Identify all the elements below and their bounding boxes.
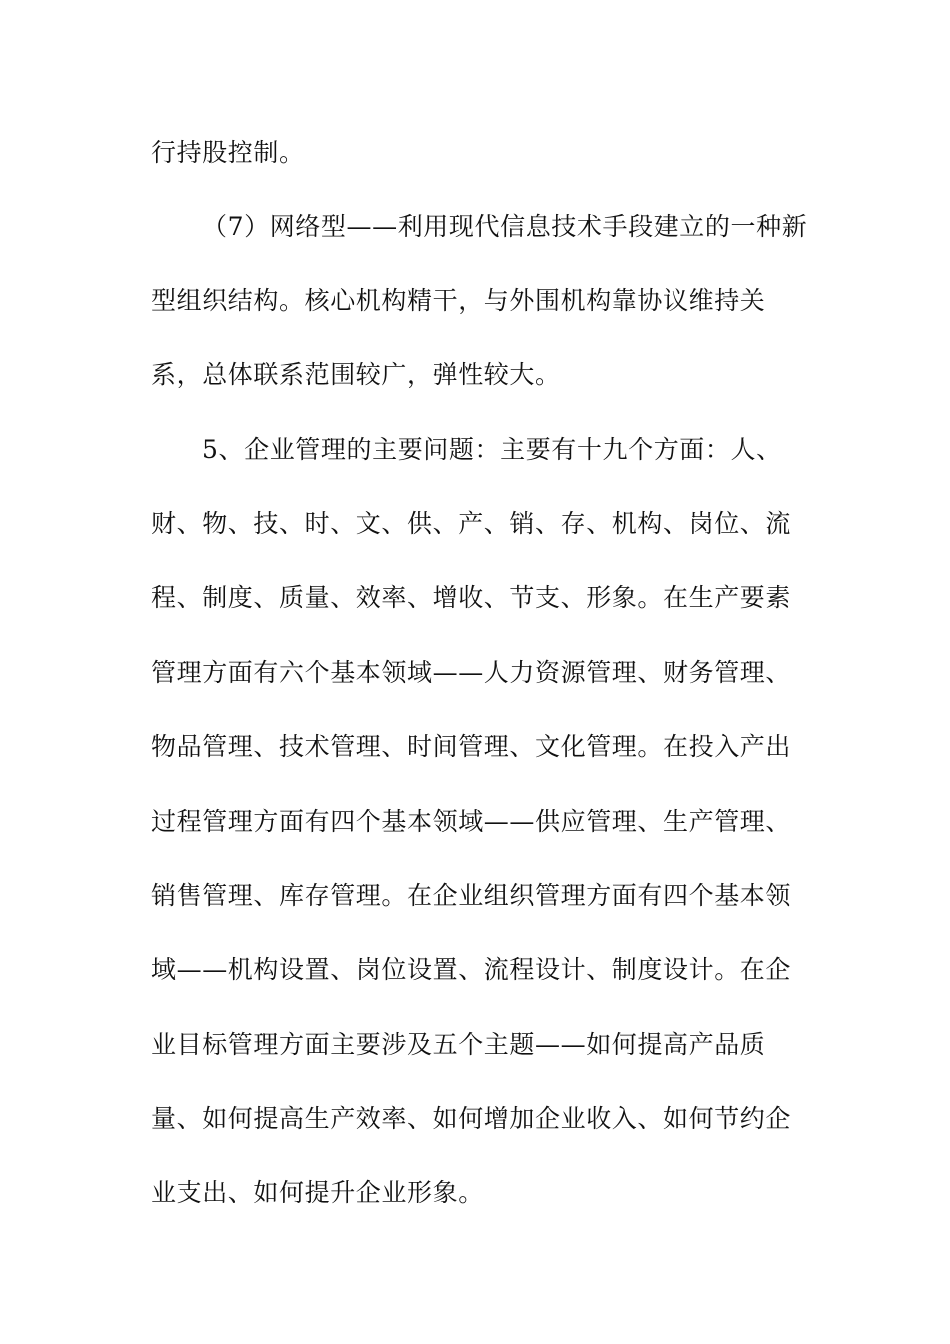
text-line: 型组织结构。核心机构精干，与外围机构靠协议维持关 <box>151 286 766 315</box>
text-line: 系，总体联系范围较广，弹性较大。 <box>151 360 561 389</box>
text-line: 管理方面有六个基本领域——人力资源管理、财务管理、 <box>151 658 792 687</box>
text-line: 业目标管理方面主要涉及五个主题——如何提高产品质 <box>151 1030 766 1059</box>
text-line: 财、物、技、时、文、供、产、销、存、机构、岗位、流 <box>151 509 792 538</box>
text-line: 物品管理、技术管理、时间管理、文化管理。在投入产出 <box>151 732 792 761</box>
text-line: 5、企业管理的主要问题：主要有十九个方面：人、 <box>202 435 782 464</box>
text-line: 程、制度、质量、效率、增收、节支、形象。在生产要素 <box>151 583 792 612</box>
text-line: 量、如何提高生产效率、如何增加企业收入、如何节约企 <box>151 1104 792 1133</box>
text-line: 行持股控制。 <box>151 138 305 167</box>
text-line: 业支出、如何提升企业形象。 <box>151 1178 484 1207</box>
text-line: 域——机构设置、岗位设置、流程设计、制度设计。在企 <box>151 955 792 984</box>
text-line: 过程管理方面有四个基本领域——供应管理、生产管理、 <box>151 807 792 836</box>
text-line: 销售管理、库存管理。在企业组织管理方面有四个基本领 <box>151 881 792 910</box>
text-line: （7）网络型——利用现代信息技术手段建立的一种新 <box>202 212 808 241</box>
